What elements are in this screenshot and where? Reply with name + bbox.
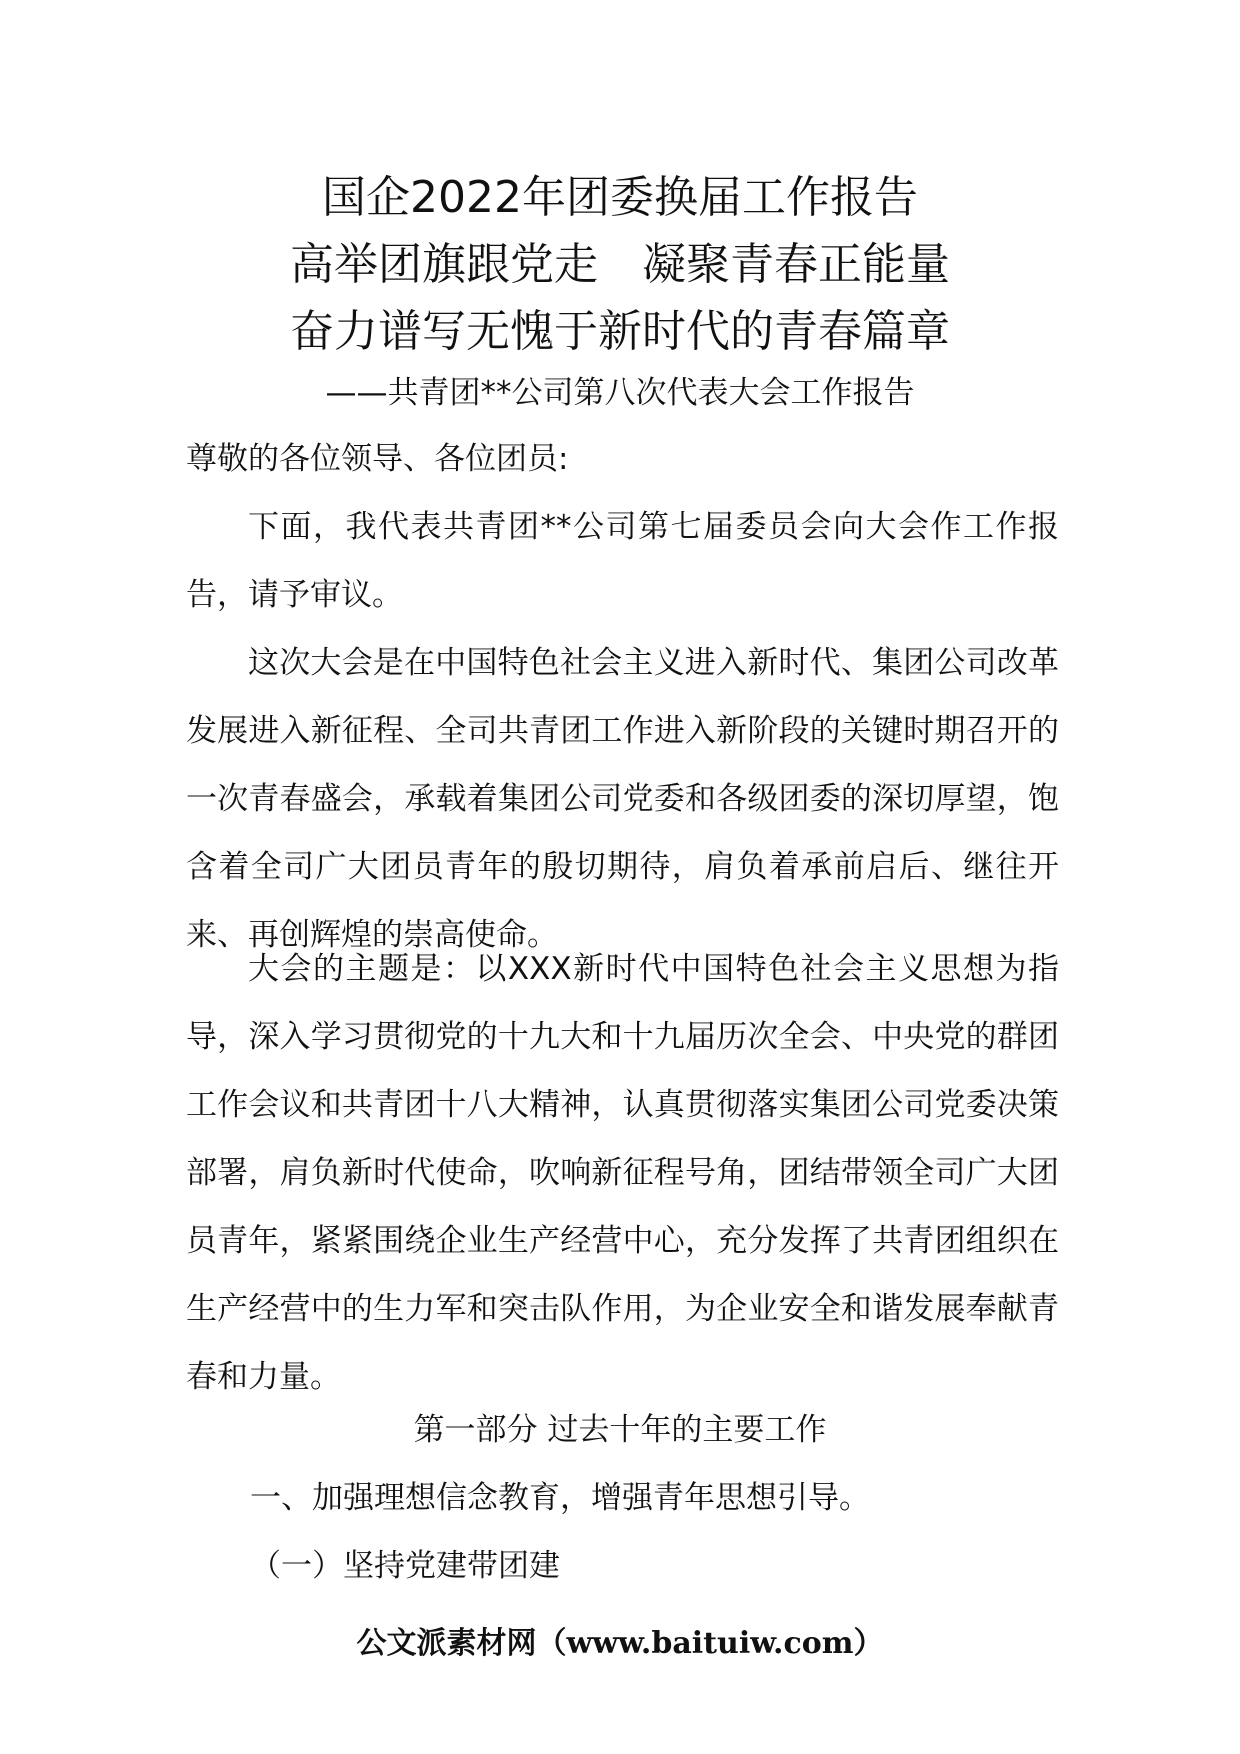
sub-sub-heading: （一）坚持党建带团建 [250,1548,560,1584]
paragraph-2: 这次大会是在中国特色社会主义进入新时代、集团公司改革发展进入新征程、全司共青团工作进入新阶段的关键时期召开的一次青春盛会，承载着集团公司党委和各级团委的深切厚望，饱含着全司广大团员青年的殷切期待，肩负着承前启后、继往开来、再创辉煌的崇高使命。 [186,645,1059,953]
paragraph-1: 下面，我代表共青团**公司第七届委员会向大会作工作报告，请予审议。 [186,509,1059,613]
sub-heading: 一、加强理想信念教育，增强青年思想引导。 [250,1480,870,1516]
paragraph-3: 大会的主题是：以XXX新时代中国特色社会主义思想为指导，深入学习贯彻党的十九大和十九届历次全会、中央党的群团工作会议和共青团十八大精神，认真贯彻落实集团公司党委决策部署，肩负新时代使命，吹响新征程号角，团结带领全司广大团员青年，紧紧围绕企业生产经营中心，充分发挥了共青团组织在生产经营中的生力军和突击队作用，为企业安全和谐发展奉献青春和力量。 [186,951,1059,1395]
salutation: 尊敬的各位领导、各位团员: [186,441,569,477]
title-line-1: 国企2022年团委换届工作报告 [322,172,918,223]
title-line-2: 高举团旗跟党走 凝聚青春正能量 [290,239,950,290]
footer-watermark: 公文派素材网（www.baituiw.com） [356,1626,884,1661]
document-subtitle: ——共青团**公司第八次代表大会工作报告 [325,375,915,411]
section-heading: 第一部分 过去十年的主要工作 [413,1412,827,1448]
title-line-3: 奋力谱写无愧于新时代的青春篇章 [290,306,950,357]
